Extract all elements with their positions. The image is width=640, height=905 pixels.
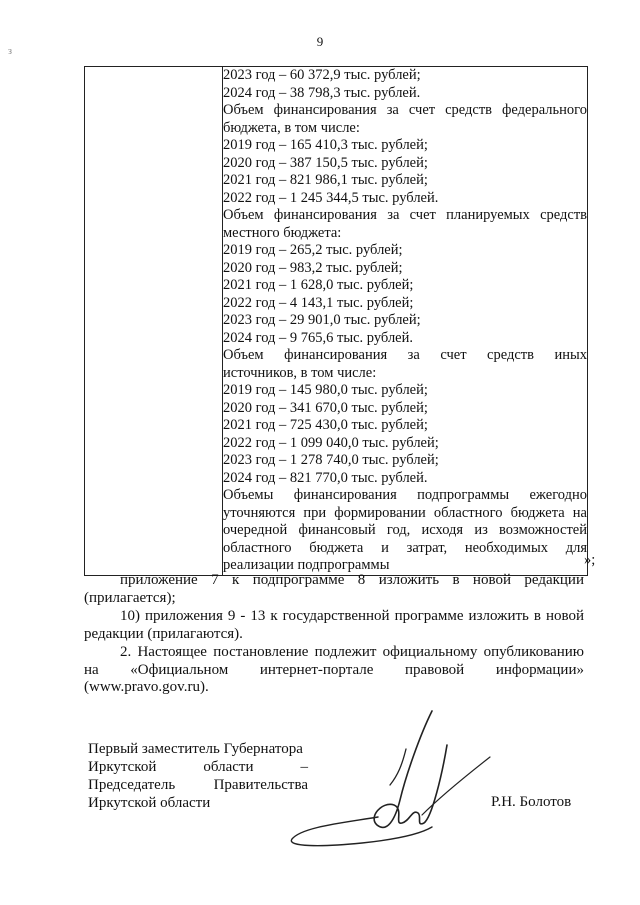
table-line: очередной финансовый год, исходя из возможностей	[223, 522, 587, 538]
table-line: 2023 год – 1 278 740,0 тыс. рублей;	[223, 452, 439, 468]
table-line: 2022 год – 4 143,1 тыс. рублей;	[223, 294, 414, 311]
paragraph-line: на «Официальном интернет-портале правовой информации»	[84, 661, 584, 678]
paragraph-line: (www.pravo.gov.ru).	[84, 679, 209, 695]
financing-table	[84, 66, 588, 576]
paragraph-line: редакции (прилагаются).	[84, 625, 243, 642]
table-line: 2021 год – 821 986,1 тыс. рублей;	[223, 172, 428, 188]
table-line: 2020 год – 341 670,0 тыс. рублей;	[223, 399, 428, 416]
table-line: 2023 год – 29 901,0 тыс. рублей;	[223, 312, 421, 328]
table-line: 2019 год – 145 980,0 тыс. рублей;	[223, 382, 428, 398]
table-line: 2020 год – 983,2 тыс. рублей;	[223, 259, 403, 276]
signatory-line: Первый заместитель Губернатора	[88, 741, 303, 757]
paragraph-publication	[84, 644, 584, 697]
closing-quote: »;	[584, 552, 596, 568]
signatory-line: Председатель Правительства	[88, 777, 308, 793]
table-left-cell	[85, 67, 223, 576]
table-line: 2021 год – 1 628,0 тыс. рублей;	[223, 277, 414, 293]
margin-mark: з	[8, 46, 12, 57]
paragraph-line: 10) приложения 9 - 13 к государственной программе изложить в новой	[120, 608, 584, 624]
table-line: Объемы финансирования подпрограммы ежегодно	[223, 487, 587, 503]
page-number: 9	[316, 34, 324, 49]
signatory-name: Р.Н. Болотов	[491, 794, 572, 810]
table-line: 2019 год – 165 410,3 тыс. рублей;	[223, 137, 428, 153]
table-line: 2022 год – 1 099 040,0 тыс. рублей;	[223, 434, 439, 451]
signatory-line: Иркутской области –	[88, 759, 308, 775]
table-line: 2024 год – 38 798,3 тыс. рублей.	[223, 84, 421, 101]
table-line: Объем финансирования за счет средств федерального	[223, 102, 587, 118]
paragraph-appendices-9-13	[84, 608, 584, 643]
table-line: 2024 год – 9 765,6 тыс. рублей.	[223, 329, 414, 346]
handwritten-signature	[282, 705, 502, 855]
table-line: Объем финансирования за счет планируемых средств	[223, 207, 587, 223]
signatory-title	[88, 740, 308, 812]
table-line: 2023 год – 60 372,9 тыс. рублей;	[223, 67, 421, 83]
table-line: Объем финансирования за счет средств иных	[223, 347, 587, 363]
table-line: областного бюджета и затрат, необходимых для	[223, 539, 587, 556]
paragraph-appendix-7	[84, 572, 584, 607]
table-line: уточняются при формировании областного бюджета на	[223, 504, 587, 521]
table-right-cell	[223, 67, 588, 576]
paragraph-line: 2. Настоящее постановление подлежит официальному опубликованию	[120, 644, 584, 660]
table-line: 2019 год – 265,2 тыс. рублей;	[223, 242, 403, 258]
paragraph-line: (прилагается);	[84, 589, 176, 606]
table-line: источников, в том числе:	[223, 364, 377, 381]
table-line: бюджета, в том числе:	[223, 119, 360, 136]
table-line: местного бюджета:	[223, 224, 342, 241]
table-line: 2022 год – 1 245 344,5 тыс. рублей.	[223, 189, 439, 206]
table-line: 2024 год – 821 770,0 тыс. рублей.	[223, 469, 428, 486]
table-line: 2021 год – 725 430,0 тыс. рублей;	[223, 417, 428, 433]
paragraph-line: приложение 7 к подпрограмме 8 изложить в новой редакции	[120, 572, 584, 588]
signatory-line: Иркутской области	[88, 795, 211, 811]
table-line: 2020 год – 387 150,5 тыс. рублей;	[223, 154, 428, 171]
table-line: реализации подпрограммы	[223, 557, 390, 573]
